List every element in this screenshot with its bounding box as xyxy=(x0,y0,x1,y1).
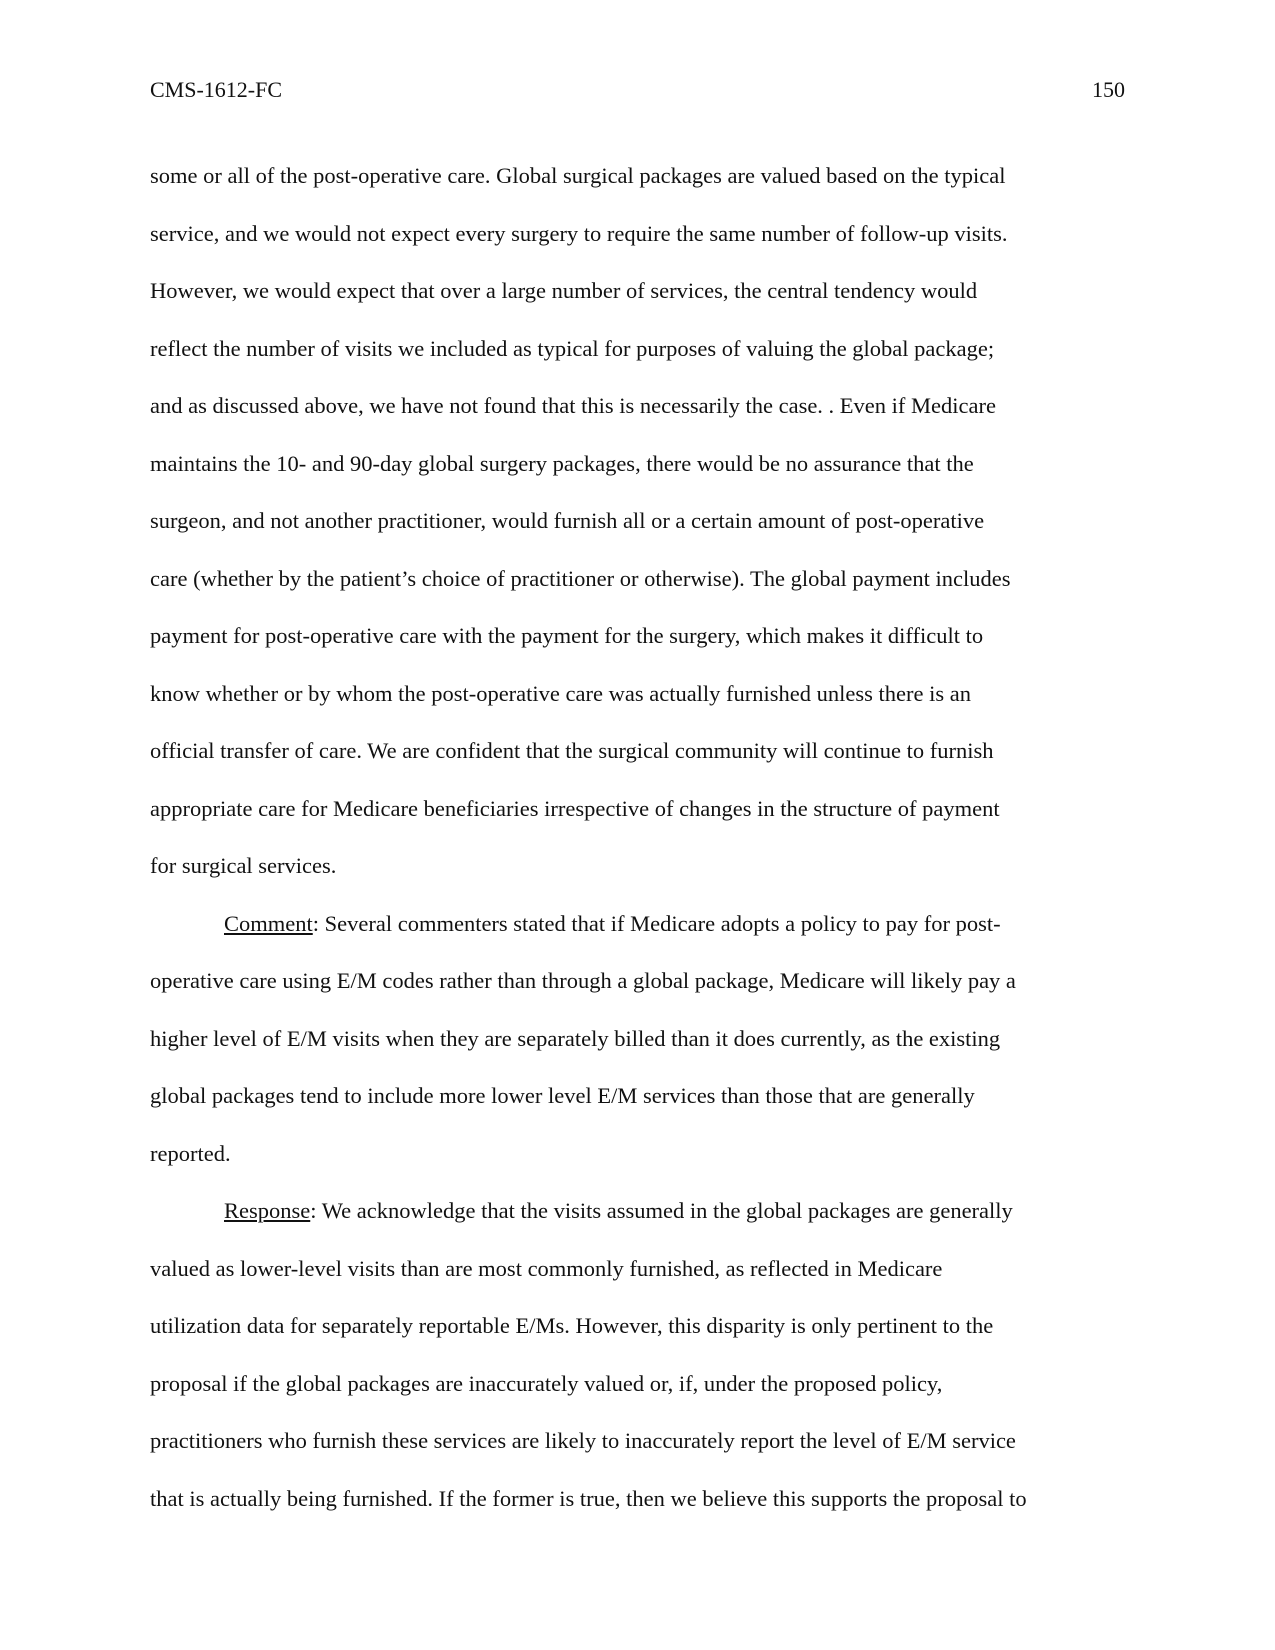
text-line: global packages tend to include more lower level E/M services than those that are generally xyxy=(150,1083,975,1108)
text-line: some or all of the post-operative care. Global surgical packages are valued based on the typical xyxy=(150,163,1006,188)
text-line: know whether or by whom the post-operative care was actually furnished unless there is an xyxy=(150,680,971,706)
text-line: practitioners who furnish these services are likely to inaccurately report the level of E/M service xyxy=(150,1428,1016,1453)
body-text xyxy=(150,147,1130,1527)
text-line: and as discussed above, we have not found that this is necessarily the case. . Even if Medicare xyxy=(150,393,996,418)
text-line: proposal if the global packages are inaccurately valued or, if, under the proposed policy, xyxy=(150,1370,943,1396)
text-line: operative care using E/M codes rather than through a global package, Medicare will likely pay a xyxy=(150,968,1016,993)
text-line: that is actually being furnished. If the former is true, then we believe this supports the proposal to xyxy=(150,1485,1027,1511)
text-line: utilization data for separately reportable E/Ms. However, this disparity is only pertinent to the xyxy=(150,1313,994,1338)
text-line: appropriate care for Medicare beneficiaries irrespective of changes in the structure of payment xyxy=(150,795,1000,821)
response-first-line xyxy=(150,1182,1130,1240)
response-label: Response xyxy=(224,1198,311,1223)
text-line: valued as lower-level visits than are most commonly furnished, as reflected in Medicare xyxy=(150,1255,943,1281)
text-line: surgeon, and not another practitioner, would furnish all or a certain amount of post-operative xyxy=(150,508,985,533)
text-line: payment for post-operative care with the payment for the surgery, which makes it difficult to xyxy=(150,623,984,648)
comment-label: Comment xyxy=(224,910,313,936)
comment-paragraph xyxy=(150,895,1130,1183)
text-line: service, and we would not expect every surgery to require the same number of follow-up visits. xyxy=(150,220,1008,246)
page-number: 150 xyxy=(1092,77,1125,102)
text-line: maintains the 10- and 90-day global surgery packages, there would be no assurance that the xyxy=(150,450,974,476)
paragraph-continuation xyxy=(150,147,1130,895)
page-header xyxy=(150,74,1125,106)
text-line: official transfer of care. We are confident that the surgical community will continue to furnish xyxy=(150,738,994,763)
text-line: However, we would expect that over a large number of services, the central tendency would xyxy=(150,278,978,303)
text-line: reflect the number of visits we included as typical for purposes of valuing the global package; xyxy=(150,335,995,361)
response-paragraph xyxy=(150,1182,1130,1527)
text-line: care (whether by the patient’s choice of practitioner or otherwise). The global payment includes xyxy=(150,565,1011,591)
document-id: CMS-1612-FC xyxy=(150,77,283,102)
text-line: higher level of E/M visits when they are separately billed than it does currently, as the existing xyxy=(150,1025,1001,1051)
comment-first-line xyxy=(150,895,1130,953)
comment-first-line-text: : Several commenters stated that if Medicare adopts a policy to pay for post- xyxy=(312,910,1001,936)
text-line: for surgical services. xyxy=(150,853,337,878)
response-first-line-text: : We acknowledge that the visits assumed in the global packages are generally xyxy=(310,1198,1013,1223)
text-line: reported. xyxy=(150,1140,231,1166)
